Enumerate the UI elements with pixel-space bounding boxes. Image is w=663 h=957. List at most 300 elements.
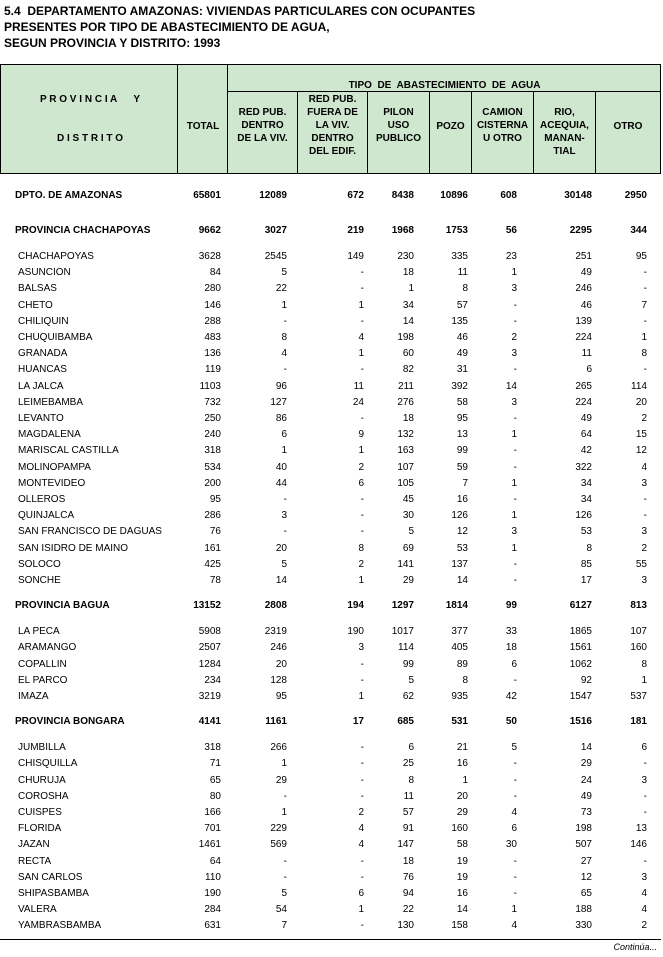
cell-camion: 4 <box>511 807 517 818</box>
cell-total: 9662 <box>198 225 221 236</box>
row-label: CHILIQUIN <box>18 315 69 327</box>
cell-total: 631 <box>204 920 221 932</box>
cell-camion: 3 <box>511 348 517 360</box>
cell-red-pub-fuera: - <box>360 494 364 505</box>
cell-rio: 6127 <box>569 600 592 612</box>
cell-rio: 11 <box>581 348 592 360</box>
cell-red-pub-fuera: 1 <box>358 445 364 457</box>
cell-total: 13152 <box>193 600 221 612</box>
cell-pilon: 105 <box>397 477 414 489</box>
row-label: CHETO <box>18 299 53 311</box>
cell-camion: 1 <box>511 510 517 522</box>
cell-total: 119 <box>205 364 221 376</box>
cell-pozo: 935 <box>451 691 468 702</box>
cell-camion: - <box>513 461 517 473</box>
cell-red-pub-fuera: 1 <box>358 691 364 702</box>
cell-red-pub-dentro: 4 <box>281 348 287 360</box>
row-label: CHURUJA <box>18 774 66 786</box>
header-camion: CAMION CISTERNA U OTRO <box>476 107 529 144</box>
cell-pilon: 198 <box>397 332 414 343</box>
row-label: SAN ISIDRO DE MAINO <box>18 542 129 554</box>
cell-otro: 1 <box>641 332 647 343</box>
cell-camion: - <box>513 888 517 899</box>
table-row <box>0 822 661 836</box>
table-row <box>0 493 661 507</box>
cell-red-pub-fuera: 672 <box>347 190 364 201</box>
cell-pozo: 392 <box>451 380 468 392</box>
cell-camion: 608 <box>500 190 517 201</box>
cell-camion: 2 <box>511 332 517 343</box>
cell-total: 280 <box>204 283 221 295</box>
cell-pilon: 8 <box>408 774 414 786</box>
cell-red-pub-dentro: 5 <box>281 267 287 279</box>
row-label: HUANCAS <box>18 364 67 376</box>
cell-pilon: 1968 <box>391 225 414 236</box>
cell-red-pub-fuera: - <box>360 510 364 522</box>
table-row <box>0 855 661 869</box>
cell-red-pub-fuera: - <box>360 742 364 754</box>
cell-pilon: 107 <box>397 461 414 473</box>
cell-rio: 1062 <box>569 658 592 670</box>
cell-red-pub-fuera: 4 <box>358 839 364 851</box>
table-row <box>0 315 661 329</box>
row-label: LA JALCA <box>18 380 64 392</box>
cell-rio: 14 <box>580 742 592 754</box>
cell-total: 534 <box>204 461 221 473</box>
cell-red-pub-dentro: - <box>283 526 287 538</box>
cell-pozo: 16 <box>456 758 468 770</box>
cell-red-pub-fuera: - <box>360 855 364 867</box>
cell-total: 3628 <box>198 251 221 262</box>
table-row <box>0 380 661 394</box>
cell-otro: 107 <box>630 626 647 638</box>
cell-red-pub-dentro: 229 <box>270 823 287 835</box>
cell-camion: 99 <box>505 600 517 612</box>
cell-pozo: 59 <box>456 461 468 473</box>
row-label: EL PARCO <box>18 674 68 686</box>
cell-total: 5908 <box>198 626 221 638</box>
cell-pozo: 7 <box>462 477 468 489</box>
cell-red-pub-fuera: 149 <box>347 251 364 262</box>
cell-camion: 6 <box>511 658 517 670</box>
cell-rio: 65 <box>580 888 592 899</box>
total-row <box>0 189 661 203</box>
cell-camion: 3 <box>511 283 517 295</box>
cell-rio: 49 <box>580 413 592 424</box>
cell-camion: 1 <box>511 429 517 441</box>
cell-total: 1103 <box>199 380 221 392</box>
total-row <box>0 599 661 613</box>
cell-red-pub-fuera: 17 <box>352 716 364 728</box>
row-label: CHISQUILLA <box>18 758 78 770</box>
header-pozo: POZO <box>436 121 465 132</box>
cell-otro: 1 <box>641 674 647 686</box>
table-row <box>0 806 661 820</box>
table-row <box>0 444 661 458</box>
cell-pozo: 11 <box>457 267 468 279</box>
cell-pilon: 1297 <box>391 600 414 612</box>
cell-pilon: 5 <box>408 526 414 538</box>
cell-red-pub-dentro: 86 <box>275 413 287 424</box>
cell-otro: 4 <box>641 461 647 473</box>
cell-total: 200 <box>204 477 221 489</box>
cell-red-pub-dentro: - <box>283 315 287 327</box>
cell-pozo: 16 <box>456 888 468 899</box>
cell-pilon: 163 <box>397 445 414 457</box>
table-row <box>0 266 661 280</box>
cell-pozo: 19 <box>456 871 468 883</box>
table-row <box>0 428 661 442</box>
cell-total: 732 <box>204 396 221 408</box>
cell-camion: 5 <box>511 742 517 754</box>
cell-total: 71 <box>209 758 221 770</box>
cell-red-pub-fuera: 9 <box>358 429 364 441</box>
cell-total: 2507 <box>198 642 221 654</box>
cell-red-pub-dentro: 5 <box>281 888 287 899</box>
cell-otro: 2 <box>641 920 647 932</box>
row-label: LEIMEBAMBA <box>18 396 84 408</box>
table-row <box>0 871 661 885</box>
cell-red-pub-dentro: 1 <box>281 299 287 311</box>
cell-otro: 2 <box>641 542 647 554</box>
cell-pozo: 89 <box>456 658 468 670</box>
cell-otro: 12 <box>635 445 647 457</box>
cell-rio: 1516 <box>569 716 592 728</box>
cell-red-pub-dentro: 1161 <box>265 716 287 728</box>
table-row <box>0 774 661 788</box>
cell-red-pub-dentro: 12089 <box>259 190 287 201</box>
cell-pozo: 135 <box>451 315 468 327</box>
cell-pilon: 132 <box>397 429 414 441</box>
cell-total: 84 <box>209 267 221 279</box>
cell-red-pub-fuera: - <box>360 790 364 802</box>
row-label: MOLINOPAMPA <box>18 461 91 473</box>
row-label: DPTO. DE AMAZONAS <box>15 190 123 201</box>
cell-rio: 507 <box>575 839 592 851</box>
cell-rio: 251 <box>575 251 592 262</box>
cell-camion: 33 <box>505 626 517 638</box>
cell-pozo: 58 <box>456 396 468 408</box>
header-otro: OTRO <box>613 121 643 132</box>
row-label: FLORIDA <box>18 823 62 835</box>
cell-red-pub-dentro: - <box>283 790 287 802</box>
cell-total: 286 <box>204 510 221 522</box>
cell-otro: 95 <box>635 251 647 262</box>
cell-rio: 6 <box>586 364 592 376</box>
cell-pozo: 13 <box>456 429 468 441</box>
cell-otro: - <box>643 790 647 802</box>
cell-pilon: 14 <box>402 315 414 327</box>
cell-red-pub-dentro: 20 <box>275 542 287 554</box>
table-row <box>0 919 661 933</box>
header-provincia-distrito: P R O V I N C I A Y D I S T R I T O <box>39 94 141 144</box>
cell-pozo: 58 <box>456 839 468 851</box>
cell-red-pub-fuera: - <box>360 267 364 279</box>
cell-camion: 14 <box>505 380 517 392</box>
cell-otro: 813 <box>630 600 647 612</box>
cell-total: 483 <box>204 332 221 343</box>
cell-camion: 1 <box>511 477 517 489</box>
cell-camion: 18 <box>505 642 517 654</box>
cell-total: 136 <box>204 348 221 360</box>
cell-camion: - <box>513 855 517 867</box>
cell-camion: - <box>513 790 517 802</box>
row-label: QUINJALCA <box>18 510 75 522</box>
cell-pilon: 76 <box>402 871 414 883</box>
cell-total: 288 <box>204 315 221 327</box>
cell-pozo: 19 <box>456 855 468 867</box>
cell-pilon: 141 <box>397 558 414 570</box>
cell-camion: 30 <box>505 839 517 851</box>
row-label: SOLOCO <box>18 558 61 570</box>
cell-pilon: 57 <box>402 807 414 818</box>
cell-pozo: 1753 <box>445 225 468 236</box>
cell-red-pub-dentro: 128 <box>270 674 287 686</box>
cell-pozo: 1814 <box>445 600 468 612</box>
cell-rio: 73 <box>580 807 592 818</box>
cell-red-pub-dentro: 40 <box>275 461 287 473</box>
total-row <box>0 715 661 729</box>
cell-pozo: 377 <box>451 626 468 638</box>
cell-otro: - <box>643 267 647 279</box>
table-row <box>0 790 661 804</box>
table-row <box>0 838 661 852</box>
cell-red-pub-dentro: 54 <box>275 904 287 916</box>
table-row <box>0 282 661 296</box>
cell-red-pub-fuera: - <box>360 871 364 883</box>
cell-red-pub-dentro: 29 <box>275 774 287 786</box>
cell-red-pub-fuera: 11 <box>353 380 364 392</box>
cell-red-pub-fuera: 1 <box>358 904 364 916</box>
cell-red-pub-dentro: - <box>283 364 287 376</box>
cell-otro: 7 <box>641 299 647 311</box>
cell-red-pub-dentro: 1 <box>281 807 287 818</box>
cell-otro: - <box>643 364 647 376</box>
table-row <box>0 299 661 313</box>
cell-rio: 322 <box>575 461 592 473</box>
row-label: YAMBRASBAMBA <box>18 920 102 932</box>
cell-rio: 265 <box>575 380 592 392</box>
cell-red-pub-dentro: 246 <box>270 642 287 654</box>
cell-pilon: 45 <box>402 494 414 505</box>
cell-total: 318 <box>204 445 221 457</box>
cell-camion: - <box>513 558 517 570</box>
cell-total: 425 <box>204 558 221 570</box>
cell-pilon: 30 <box>402 510 414 522</box>
cell-camion: - <box>513 494 517 505</box>
cell-rio: 17 <box>580 575 592 586</box>
cell-otro: - <box>643 510 647 522</box>
table-row <box>0 250 661 264</box>
table-row <box>0 363 661 377</box>
cell-red-pub-fuera: 2 <box>358 461 364 473</box>
cell-red-pub-fuera: 190 <box>347 626 364 638</box>
cell-red-pub-dentro: 95 <box>275 691 287 702</box>
cell-otro: 146 <box>630 839 647 851</box>
cell-pozo: 57 <box>456 299 468 311</box>
cell-total: 4141 <box>198 716 221 728</box>
cell-camion: 6 <box>511 823 517 835</box>
row-label: LEVANTO <box>18 413 64 424</box>
cell-camion: - <box>513 674 517 686</box>
row-label: PROVINCIA BAGUA <box>15 600 110 612</box>
cell-otro: 181 <box>630 716 647 728</box>
row-label: OLLEROS <box>18 494 66 505</box>
row-label: JAZAN <box>18 839 50 851</box>
cell-red-pub-fuera: 2 <box>358 807 364 818</box>
table-row <box>0 690 661 704</box>
table-row <box>0 477 661 491</box>
cell-pilon: 18 <box>402 855 414 867</box>
table-row <box>0 331 661 345</box>
cell-otro: 344 <box>630 225 647 236</box>
cell-pozo: 158 <box>451 920 468 932</box>
cell-red-pub-fuera: 219 <box>347 225 364 236</box>
cell-pozo: 16 <box>456 494 468 505</box>
cell-rio: 30148 <box>564 190 592 201</box>
cell-pilon: 130 <box>397 920 414 932</box>
cell-rio: 139 <box>575 315 592 327</box>
cell-rio: 330 <box>575 920 592 932</box>
cell-pilon: 1 <box>408 283 414 295</box>
row-label: GRANADA <box>18 348 68 360</box>
cell-pilon: 99 <box>402 658 414 670</box>
cell-total: 234 <box>204 674 221 686</box>
cell-pozo: 49 <box>456 348 468 360</box>
cell-red-pub-dentro: 6 <box>281 429 287 441</box>
row-label: PROVINCIA CHACHAPOYAS <box>15 225 151 236</box>
cell-pozo: 10896 <box>440 190 468 201</box>
table-row <box>0 525 661 539</box>
cell-total: 95 <box>209 494 221 505</box>
cell-pozo: 53 <box>456 542 468 554</box>
cell-pilon: 1017 <box>391 626 414 638</box>
table-row <box>0 396 661 410</box>
cell-red-pub-fuera: 3 <box>358 642 364 654</box>
table-row <box>0 757 661 771</box>
cell-camion: 3 <box>511 396 517 408</box>
header-red-pub-fuera: RED PUB. FUERA DE LA VIV. DENTRO DEL EDIF. <box>307 94 358 157</box>
cell-red-pub-fuera: 6 <box>358 888 364 899</box>
cell-pilon: 211 <box>398 380 414 392</box>
table-row <box>0 641 661 655</box>
cell-rio: 24 <box>580 774 592 786</box>
cell-rio: 224 <box>575 332 592 343</box>
cell-pilon: 685 <box>397 716 414 728</box>
cell-red-pub-fuera: 194 <box>347 600 364 612</box>
row-label: SHIPASBAMBA <box>18 888 89 899</box>
cell-red-pub-dentro: 22 <box>275 283 287 295</box>
cell-camion: - <box>513 871 517 883</box>
row-label: CHACHAPOYAS <box>18 251 94 262</box>
row-label: COPALLIN <box>18 658 67 670</box>
cell-rio: 27 <box>580 855 592 867</box>
row-label: JUMBILLA <box>18 742 66 754</box>
table-row <box>0 542 661 556</box>
cell-red-pub-fuera: - <box>360 920 364 932</box>
cell-otro: 160 <box>630 642 647 654</box>
cell-camion: 56 <box>505 225 517 236</box>
row-label: SAN FRANCISCO DE DAGUAS <box>18 526 162 538</box>
cell-pozo: 531 <box>451 716 468 728</box>
cell-total: 146 <box>204 299 221 311</box>
cell-rio: 246 <box>575 283 592 295</box>
cell-rio: 2295 <box>569 225 592 236</box>
cell-pilon: 91 <box>402 823 414 835</box>
cell-rio: 49 <box>580 790 592 802</box>
total-row <box>0 224 661 238</box>
cell-red-pub-fuera: - <box>360 315 364 327</box>
cell-rio: 34 <box>580 477 592 489</box>
table-title: 5.4 DEPARTAMENTO AMAZONAS: VIVIENDAS PARTICULARES CON OCUPANTES PRESENTES POR TIPO DE ABASTECIMIENTO DE AGUA, SEGUN PROVINCIA Y DISTRITO: 1993 <box>4 4 476 50</box>
cell-total: 3219 <box>198 691 221 702</box>
cell-camion: - <box>513 445 517 457</box>
cell-total: 190 <box>204 888 221 899</box>
cell-red-pub-fuera: - <box>360 674 364 686</box>
cell-red-pub-dentro: 569 <box>270 839 287 851</box>
cell-pozo: 8 <box>462 674 468 686</box>
table-row <box>0 658 661 672</box>
cell-otro: 55 <box>635 558 647 570</box>
cell-red-pub-dentro: - <box>283 494 287 505</box>
table-row <box>0 887 661 901</box>
cell-red-pub-fuera: 2 <box>358 558 364 570</box>
cell-red-pub-dentro: 96 <box>275 380 287 392</box>
footer-rule <box>0 939 661 940</box>
cell-rio: 198 <box>575 823 592 835</box>
cell-rio: 1561 <box>569 642 592 654</box>
cell-pilon: 18 <box>402 413 414 424</box>
cell-red-pub-fuera: - <box>360 413 364 424</box>
cell-red-pub-fuera: - <box>360 283 364 295</box>
cell-rio: 188 <box>575 904 592 916</box>
cell-total: 161 <box>204 542 221 554</box>
header-tipo-abastecimiento: TIPO DE ABASTECIMIENTO DE AGUA <box>348 80 541 91</box>
cell-otro: 2950 <box>624 190 647 201</box>
cell-pilon: 6 <box>408 742 414 754</box>
table-row <box>0 347 661 361</box>
cell-red-pub-dentro: 127 <box>270 396 287 408</box>
row-label: SAN CARLOS <box>18 871 83 883</box>
cell-otro: 114 <box>631 380 647 392</box>
cell-pilon: 34 <box>402 299 414 311</box>
cell-red-pub-dentro: 2808 <box>264 600 287 612</box>
cell-red-pub-fuera: - <box>360 774 364 786</box>
cell-red-pub-fuera: - <box>360 526 364 538</box>
cell-pozo: 21 <box>456 742 468 754</box>
cell-total: 1461 <box>198 839 221 851</box>
cell-total: 240 <box>204 429 221 441</box>
cell-rio: 12 <box>580 871 592 883</box>
cell-pilon: 69 <box>402 542 414 554</box>
cell-red-pub-fuera: 4 <box>358 332 364 343</box>
cell-pozo: 46 <box>456 332 468 343</box>
cell-rio: 8 <box>586 542 592 554</box>
cell-camion: 3 <box>511 526 517 538</box>
cell-rio: 1865 <box>569 626 592 638</box>
cell-red-pub-dentro: 3027 <box>264 225 287 236</box>
cell-camion: 42 <box>505 691 517 702</box>
table-row <box>0 741 661 755</box>
cell-red-pub-dentro: 1 <box>281 758 287 770</box>
cell-total: 1284 <box>198 658 221 670</box>
cell-camion: 50 <box>505 716 517 728</box>
cell-otro: 537 <box>630 691 647 702</box>
cell-pilon: 147 <box>397 839 414 851</box>
row-label: MONTEVIDEO <box>18 477 86 489</box>
cell-total: 701 <box>204 823 221 835</box>
cell-red-pub-dentro: 44 <box>275 477 287 489</box>
